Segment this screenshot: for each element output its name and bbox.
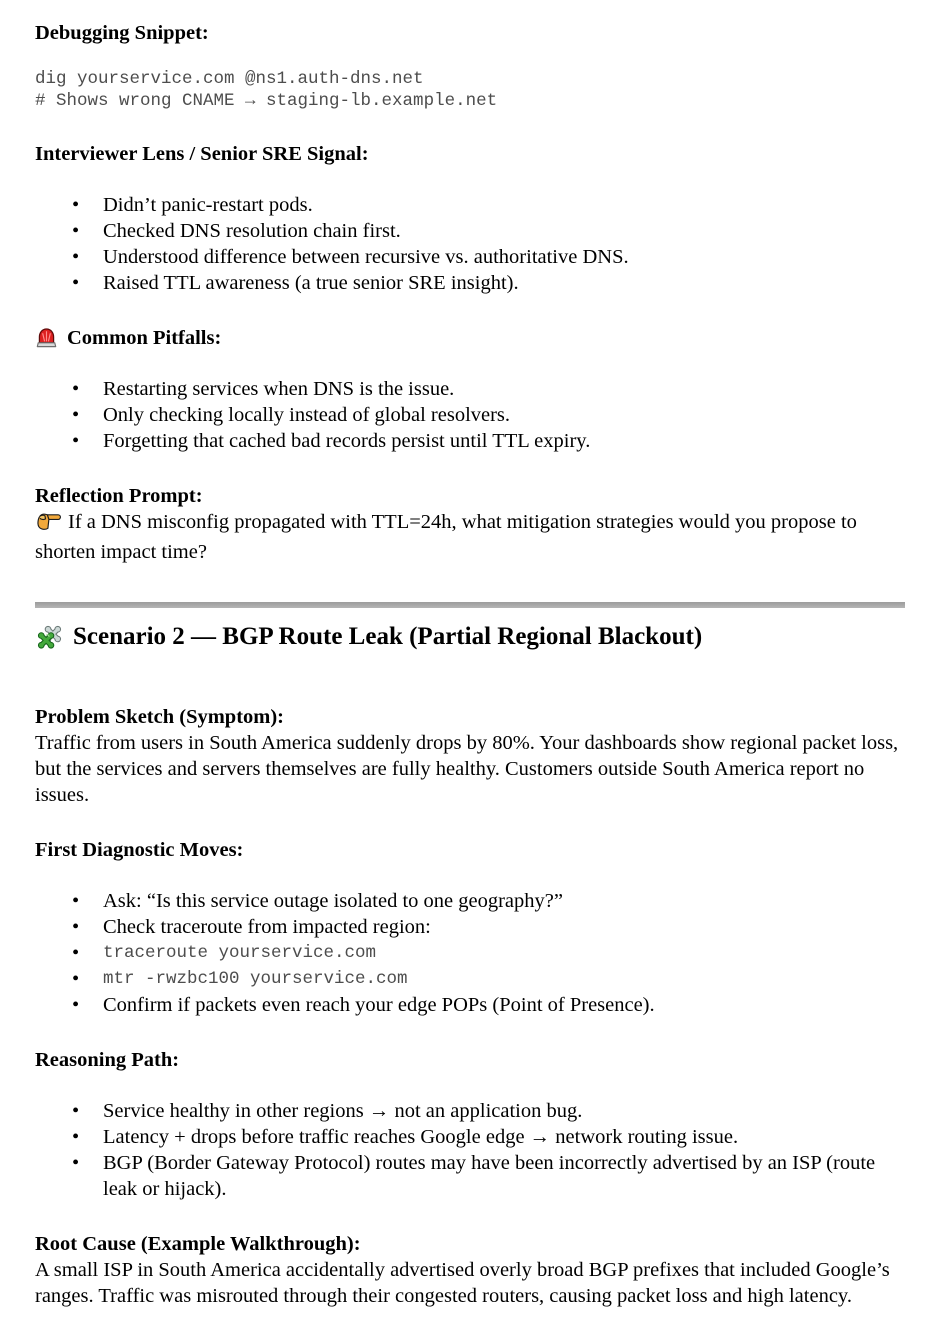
heading-text: Problem Sketch (Symptom):	[35, 706, 285, 728]
heading-text: Root Cause (Example Walkthrough):	[35, 1233, 361, 1255]
reflection-prompt-text	[35, 509, 905, 565]
heading-text: Debugging Snippet:	[35, 22, 209, 44]
pointing-right-icon	[35, 510, 61, 539]
first-diagnostic-list	[35, 888, 905, 1018]
list-item: • Latency + drops before traffic reaches Google edge → network routing issue.	[35, 1124, 905, 1150]
interviewer-lens-list	[35, 192, 905, 296]
heading-text: First Diagnostic Moves:	[35, 839, 244, 861]
heading-text: Reasoning Path:	[35, 1049, 180, 1071]
heading-problem-sketch	[35, 704, 905, 730]
list-item-command: • mtr -rwzbc100 yourservice.com	[35, 966, 905, 992]
heading-reflection-prompt	[35, 483, 905, 509]
common-pitfalls-list	[35, 376, 905, 454]
heading-text: Common Pitfalls:	[67, 327, 222, 349]
reflection-question: If a DNS misconfig propagated with TTL=24h, what mitigation strategies would you propose to shorten impact time?	[35, 511, 857, 563]
list-item: • Only checking locally instead of global resolvers.	[35, 402, 905, 428]
heading-common-pitfalls	[35, 325, 905, 351]
list-item: • Understood difference between recursive vs. authoritative DNS.	[35, 244, 905, 270]
list-item: • Restarting services when DNS is the issue.	[35, 376, 905, 402]
heading-text: Reflection Prompt:	[35, 485, 203, 507]
section-divider	[35, 602, 905, 608]
list-item-command: • traceroute yourservice.com	[35, 940, 905, 966]
list-item: • Didn’t panic-restart pods.	[35, 192, 905, 218]
heading-first-diagnostic-moves	[35, 837, 905, 863]
list-item: • Checked DNS resolution chain first.	[35, 218, 905, 244]
list-item: • Ask: “Is this service outage isolated to one geography?”	[35, 888, 905, 914]
heading-root-cause	[35, 1231, 905, 1257]
list-item: • Raised TTL awareness (a true senior SRE insight).	[35, 270, 905, 296]
heading-reasoning-path	[35, 1047, 905, 1073]
list-item: • Service healthy in other regions → not an application bug.	[35, 1098, 905, 1124]
heading-text: Interviewer Lens / Senior SRE Signal:	[35, 143, 369, 165]
list-item: • BGP (Border Gateway Protocol) routes may have been incorrectly advertised by an ISP (route leak or hijack).	[35, 1150, 905, 1202]
code-block-dig	[35, 68, 905, 112]
heading-debugging-snippet	[35, 20, 905, 46]
root-cause-text: A small ISP in South America accidentally advertised overly broad BGP prefixes that included Google’s ranges. Traffic was misrouted through their congested routers, causing packet loss and high latency.	[35, 1259, 890, 1307]
list-item: • Forgetting that cached bad records persist until TTL expiry.	[35, 428, 905, 454]
code-line: # Shows wrong CNAME → staging-lb.example.net	[35, 91, 498, 111]
rotating-light-icon	[35, 326, 58, 350]
heading-interviewer-lens	[35, 141, 905, 167]
heading-scenario-2	[35, 620, 905, 654]
reasoning-path-list	[35, 1098, 905, 1202]
list-item: • Check traceroute from impacted region:	[35, 914, 905, 940]
puzzle-piece-icon	[35, 623, 64, 652]
list-item: • Confirm if packets even reach your edge POPs (Point of Presence).	[35, 992, 905, 1018]
heading-text: Scenario 2 — BGP Route Leak (Partial Regional Blackout)	[73, 623, 703, 650]
code-line: dig yourservice.com @ns1.auth-dns.net	[35, 69, 424, 89]
problem-sketch-text: Traffic from users in South America suddenly drops by 80%. Your dashboards show regional packet loss, but the services and servers themselves are fully healthy. Customers outside South America report no issues.	[35, 732, 899, 806]
